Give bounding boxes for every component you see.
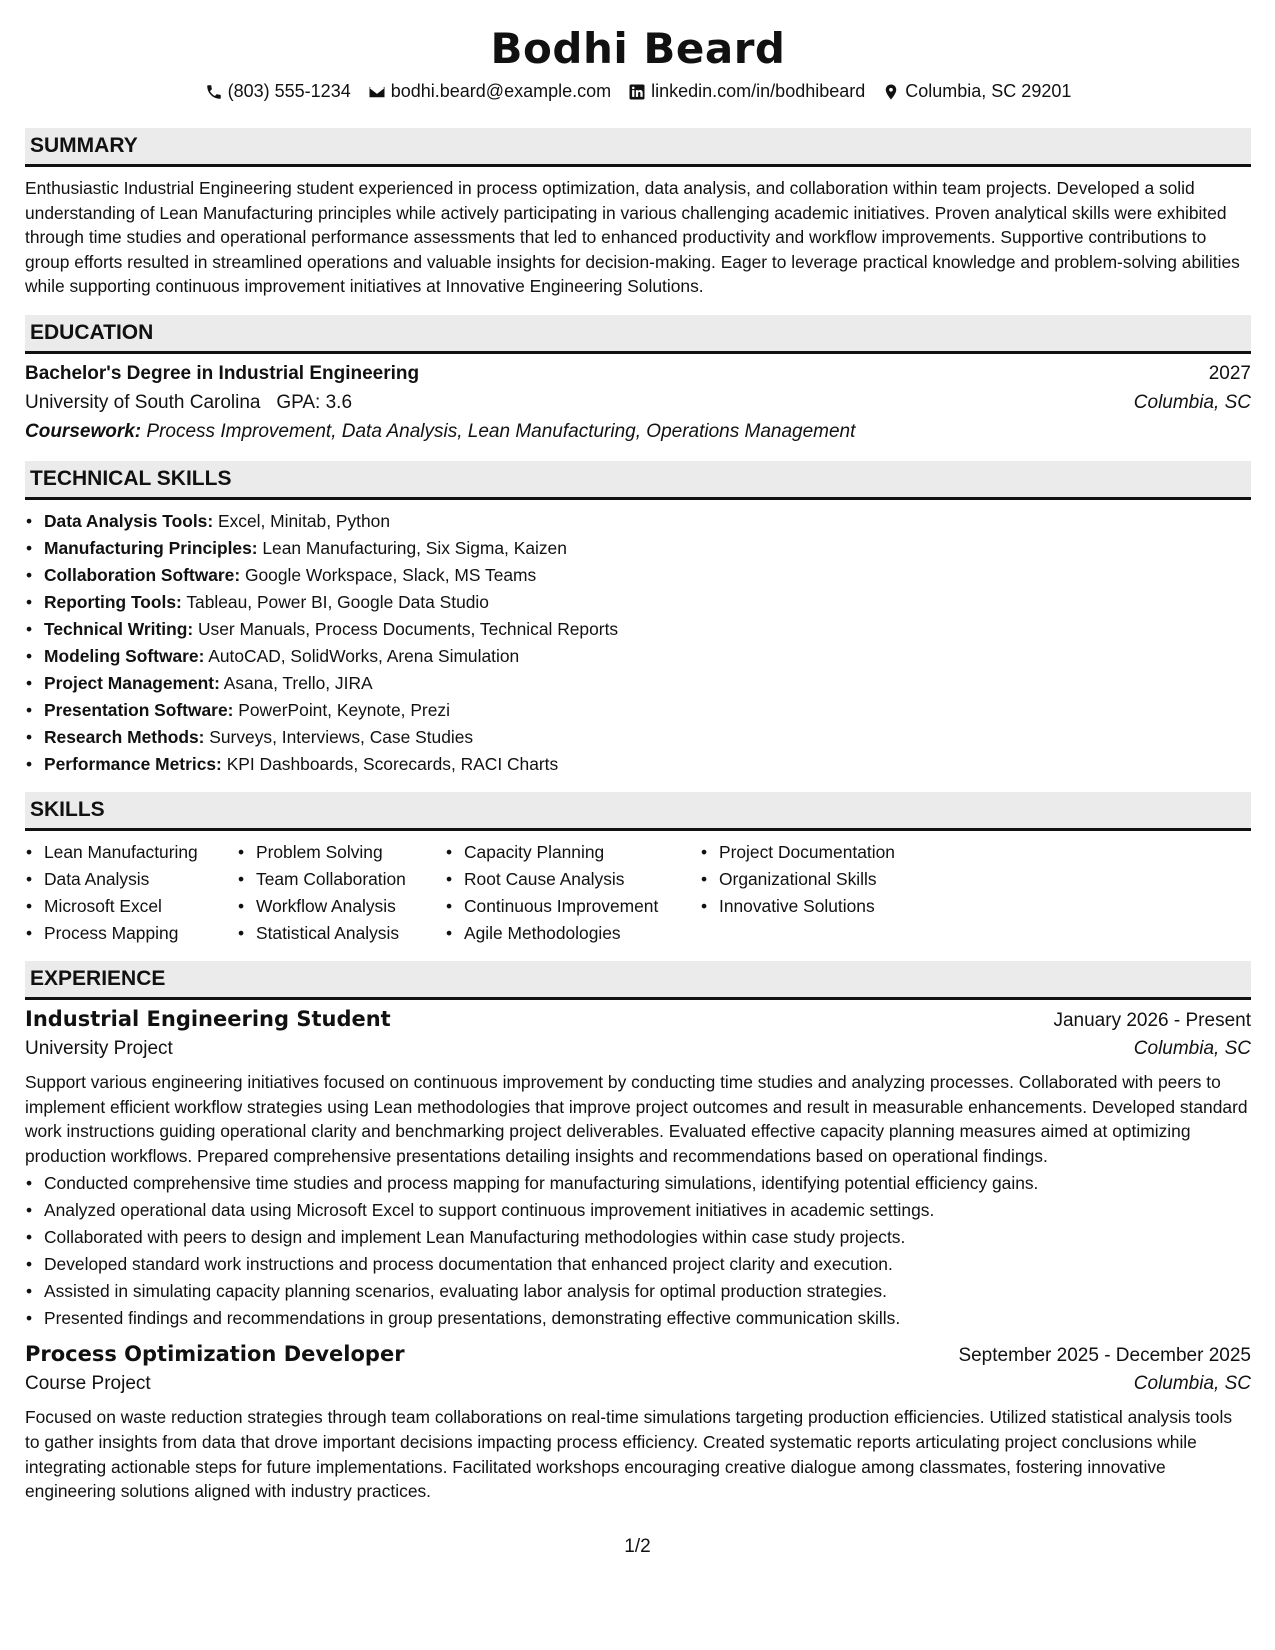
linkedin-icon — [628, 83, 646, 101]
contact-bar — [25, 81, 1251, 102]
list-item: • Root Cause Analysis — [445, 866, 700, 893]
job-org-row — [25, 1373, 1251, 1395]
job-org: Course Project — [25, 1373, 151, 1395]
technical-skills-list — [25, 508, 1251, 778]
section-heading-skills: SKILLS — [25, 792, 1251, 831]
skill-values: Tableau, Power BI, Google Data Studio — [186, 591, 489, 612]
coursework-label: Coursework: — [25, 420, 142, 442]
skill-category: Data Analysis Tools: — [44, 510, 214, 531]
skill-values: Google Workspace, Slack, MS Teams — [244, 564, 537, 585]
job-description: Support various engineering initiatives focused on continuous improvement by conducting time studies and analyzing processes. Collaborated with peers to implement efficient workflow strategies using Lean methodologies that improve project outcomes and result in measurable enhancements. Developed standard work instructions guiding operational clarity and benchmarking project deliverables. Evaluated effective capacity planning measures aimed at optimizing production workflows. Prepared comprehensive presentations detailing insights and recommendations based on operational findings. — [25, 1071, 1248, 1166]
skill-category: Manufacturing Principles: — [44, 537, 258, 558]
list-item — [25, 724, 1251, 751]
list-item — [25, 670, 1251, 697]
list-item: • Problem Solving — [237, 839, 445, 866]
summary-section — [25, 128, 1251, 299]
skill-category: Technical Writing: — [44, 618, 194, 639]
education-degree-row — [25, 363, 1251, 385]
education-gpa: GPA: 3.6 — [276, 391, 353, 413]
skill-category: Performance Metrics: — [44, 753, 222, 774]
list-item: • Conducted comprehensive time studies and process mapping for manufacturing simulations, identifying potential efficiency gains. — [25, 1170, 1251, 1197]
list-item — [25, 643, 1251, 670]
list-item — [25, 508, 1251, 535]
job-title: Process Optimization Developer — [25, 1342, 405, 1367]
job-location: Columbia, SC — [1133, 1373, 1251, 1395]
list-item: • Data Analysis — [25, 866, 237, 893]
list-item: • Microsoft Excel — [25, 893, 237, 920]
resume-page — [25, 0, 1251, 1504]
location-pin-icon — [882, 83, 900, 101]
page-number: 1/2 — [624, 1536, 651, 1557]
list-item: • Agile Methodologies — [445, 920, 700, 947]
skills-section — [25, 792, 1251, 947]
skill-values: AutoCAD, SolidWorks, Arena Simulation — [208, 645, 520, 666]
skills-columns — [25, 839, 1251, 947]
phone-icon — [205, 83, 223, 101]
skill-values: Surveys, Interviews, Case Studies — [209, 726, 474, 747]
job-org-row — [25, 1038, 1251, 1060]
education-school: University of South Carolina — [25, 391, 261, 413]
contact-phone[interactable] — [205, 81, 351, 102]
education-section — [25, 315, 1251, 443]
skill-category: Modeling Software: — [44, 645, 205, 666]
job-title-row — [25, 1342, 1251, 1367]
list-item — [25, 751, 1251, 778]
list-item — [25, 535, 1251, 562]
job-date: January 2026 - Present — [1053, 1009, 1251, 1031]
technical-skills-section — [25, 461, 1251, 778]
list-item: • Team Collaboration — [237, 866, 445, 893]
list-item: • Lean Manufacturing — [25, 839, 237, 866]
phone-text: (803) 555-1234 — [227, 81, 351, 101]
skill-values: Lean Manufacturing, Six Sigma, Kaizen — [262, 537, 567, 558]
job-bullets — [25, 1170, 1251, 1332]
job-org: University Project — [25, 1037, 173, 1059]
linkedin-text: linkedin.com/in/bodhibeard — [651, 81, 866, 101]
list-item: • Project Documentation — [700, 839, 960, 866]
contact-location — [882, 81, 1071, 102]
candidate-name: Bodhi Beard — [490, 24, 786, 73]
job-title: Industrial Engineering Student — [25, 1006, 391, 1031]
section-heading-summary: SUMMARY — [25, 128, 1251, 167]
education-school-row — [25, 392, 1251, 414]
skills-column-4 — [700, 839, 960, 947]
list-item — [25, 562, 1251, 589]
skill-values: User Manuals, Process Documents, Technical Reports — [197, 618, 619, 639]
section-heading-education: EDUCATION — [25, 315, 1251, 354]
education-coursework — [25, 421, 1251, 443]
skill-values: KPI Dashboards, Scorecards, RACI Charts — [226, 753, 559, 774]
skills-column-3 — [445, 839, 700, 947]
list-item: • Presented findings and recommendations in group presentations, demonstrating effective communication skills. — [25, 1305, 1251, 1332]
list-item: • Innovative Solutions — [700, 893, 960, 920]
experience-section — [25, 961, 1251, 1504]
list-item: • Organizational Skills — [700, 866, 960, 893]
skill-values: Excel, Minitab, Python — [217, 510, 391, 531]
coursework-list: Process Improvement, Data Analysis, Lean Manufacturing, Operations Management — [146, 420, 856, 442]
contact-email[interactable] — [368, 81, 611, 102]
envelope-icon — [368, 83, 386, 101]
list-item: • Collaborated with peers to design and implement Lean Manufacturing methodologies within case study projects. — [25, 1224, 1251, 1251]
skill-category: Research Methods: — [44, 726, 205, 747]
section-heading-technical-skills: TECHNICAL SKILLS — [25, 461, 1251, 500]
list-item — [25, 697, 1251, 724]
education-degree: Bachelor's Degree in Industrial Engineering — [25, 362, 420, 384]
skill-values: PowerPoint, Keynote, Prezi — [238, 699, 450, 720]
job-date: September 2025 - December 2025 — [958, 1345, 1251, 1367]
education-school-group — [25, 392, 352, 414]
location-text: Columbia, SC 29201 — [905, 81, 1072, 101]
education-location: Columbia, SC — [1133, 391, 1251, 413]
summary-text: Enthusiastic Industrial Engineering student experienced in process optimization, data analysis, and collaboration within team projects. Developed a solid understanding of Lean Manufacturing principles while actively participating in various challenging academic initiatives. Proven analytical skills were exhibited through time studies and operational performance assessments that led to enhanced productivity and workflow improvements. Supportive contributions to group efforts resulted in streamlined operations and valuable insights for decision-making. Eager to leverage practical knowledge and problem-solving abilities while supporting continuous improvement initiatives at Innovative Engineering Solutions. — [25, 178, 1240, 297]
job-entry — [25, 1007, 1251, 1332]
list-item: • Analyzed operational data using Microsoft Excel to support continuous improvement initiatives in academic settings. — [25, 1197, 1251, 1224]
skill-category: Project Management: — [44, 672, 220, 693]
list-item: • Assisted in simulating capacity planning scenarios, evaluating labor analysis for optimal production strategies. — [25, 1278, 1251, 1305]
skill-category: Reporting Tools: — [44, 591, 182, 612]
email-text: bodhi.beard@example.com — [390, 81, 612, 101]
list-item — [25, 589, 1251, 616]
job-title-row — [25, 1007, 1251, 1032]
contact-linkedin[interactable] — [628, 81, 865, 102]
list-item: • Process Mapping — [25, 920, 237, 947]
list-item: • Continuous Improvement — [445, 893, 700, 920]
job-description: Focused on waste reduction strategies through team collaborations on real-time simulations targeting production efficiencies. Utilized statistical analysis tools to gather insights from data that drove important decisions impacting process efficiency. Created systematic reports articulating project conclusions while integrating actionable steps for future implementations. Facilitated workshops encouraging creative dialogue among classmates, fostering innovative engineering solutions aligned with industry practices. — [25, 1407, 1233, 1502]
section-heading-experience: EXPERIENCE — [25, 961, 1251, 1000]
list-item: • Developed standard work instructions and process documentation that enhanced project clarity and execution. — [25, 1251, 1251, 1278]
skill-category: Presentation Software: — [44, 699, 234, 720]
list-item: • Workflow Analysis — [237, 893, 445, 920]
list-item — [25, 616, 1251, 643]
skills-column-1 — [25, 839, 237, 947]
list-item: • Statistical Analysis — [237, 920, 445, 947]
skill-values: Asana, Trello, JIRA — [223, 672, 373, 693]
job-entry — [25, 1342, 1251, 1503]
skills-column-2 — [237, 839, 445, 947]
list-item: • Capacity Planning — [445, 839, 700, 866]
education-year: 2027 — [1208, 362, 1251, 384]
skill-category: Collaboration Software: — [44, 564, 241, 585]
job-location: Columbia, SC — [1133, 1037, 1251, 1059]
